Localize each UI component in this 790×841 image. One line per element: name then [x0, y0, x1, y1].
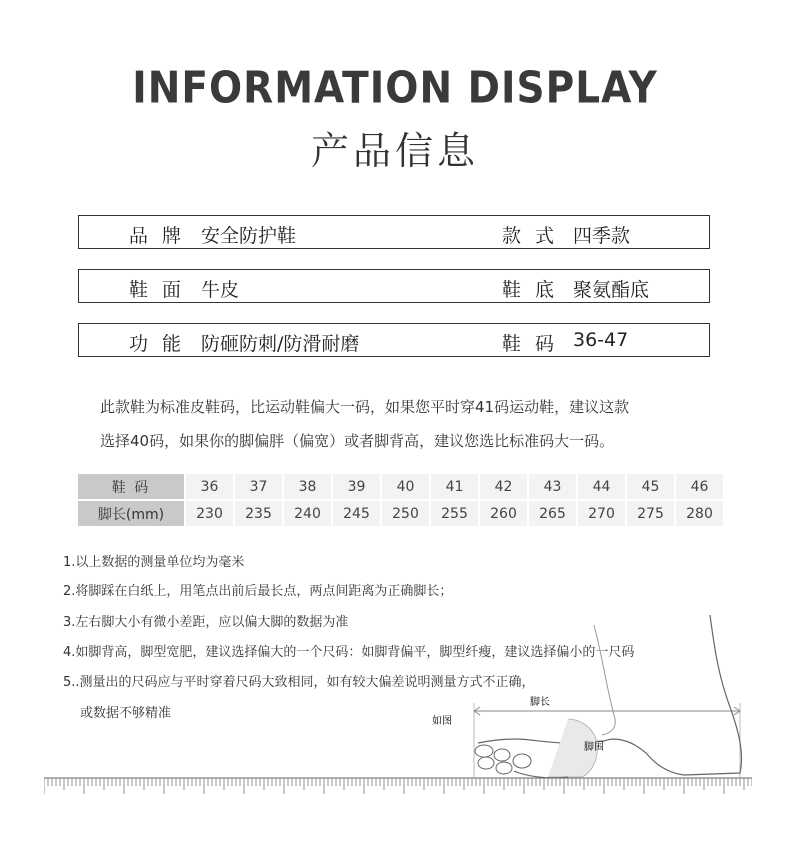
- foot-length-label: 脚长: [530, 697, 550, 708]
- value-style: 四季款: [573, 225, 631, 247]
- size-cell: 36: [186, 474, 235, 499]
- length-cell: 240: [284, 501, 333, 526]
- length-cell: 260: [480, 501, 529, 526]
- size-row: [78, 474, 725, 499]
- note-5-continued: 或数据不够精准: [80, 706, 172, 721]
- size-table: [78, 472, 725, 528]
- size-row-label: 鞋 码: [78, 474, 186, 499]
- length-cell: 245: [333, 501, 382, 526]
- label-size: 鞋码: [502, 333, 569, 355]
- size-cell: 42: [480, 474, 529, 499]
- note-1: 1.以上数据的测量单位均为毫米: [63, 555, 245, 570]
- label-brand: 品牌: [129, 225, 196, 247]
- value-brand: 安全防护鞋: [201, 225, 297, 247]
- length-cell: 235: [235, 501, 284, 526]
- title-english: INFORMATION DISPLAY: [132, 63, 658, 114]
- title-chinese: 产品信息: [310, 129, 479, 173]
- length-cell: 270: [578, 501, 627, 526]
- size-cell: 43: [529, 474, 578, 499]
- label-sole: 鞋底: [502, 279, 569, 301]
- length-cell: 250: [382, 501, 431, 526]
- length-cell: 275: [627, 501, 676, 526]
- length-cell: 230: [186, 501, 235, 526]
- length-cell: 255: [431, 501, 480, 526]
- value-upper: 牛皮: [201, 279, 240, 301]
- info-row-function: [78, 323, 710, 357]
- size-cell: 44: [578, 474, 627, 499]
- description-line-1: 此款鞋为标准皮鞋码，比运动鞋偏大一码，如果您平时穿41码运动鞋，建议这款: [100, 398, 630, 416]
- info-row-brand: [78, 215, 710, 249]
- note-5: 5..测量出的尺码应与平时穿着尺码大致相同，如有较大偏差说明测量方式不正确，: [63, 675, 535, 690]
- description-line-2: 选择40码，如果你的脚偏胖（偏宽）或者脚背高，建议您选比标准码大一码。: [100, 432, 615, 450]
- value-function: 防砸防刺/防滑耐磨: [201, 333, 360, 355]
- label-function: 功能: [129, 333, 196, 355]
- size-cell: 40: [382, 474, 431, 499]
- as-shown-label: 如图: [432, 716, 452, 727]
- length-row-label: 脚长(mm): [78, 501, 186, 526]
- size-cell: 41: [431, 474, 480, 499]
- size-cell: 38: [284, 474, 333, 499]
- info-row-upper: [78, 269, 710, 303]
- size-cell: 45: [627, 474, 676, 499]
- value-sole: 聚氨酯底: [573, 279, 650, 301]
- size-cell: 39: [333, 474, 382, 499]
- note-3: 3.左右脚大小有微小差距，应以偏大脚的数据为准: [63, 615, 349, 630]
- note-2: 2.将脚踩在白纸上，用笔点出前后最长点，两点间距离为正确脚长；: [63, 584, 453, 599]
- length-cell: 280: [676, 501, 725, 526]
- length-cell: 265: [529, 501, 578, 526]
- size-cell: 37: [235, 474, 284, 499]
- size-cell: 46: [676, 474, 725, 499]
- length-row: [78, 501, 725, 526]
- measuring-ruler: [44, 776, 752, 796]
- label-upper: 鞋面: [129, 279, 196, 301]
- label-style: 款式: [502, 225, 569, 247]
- note-4: 4.如脚背高，脚型宽肥，建议选择偏大的一个尺码：如脚背偏平，脚型纤瘦，建议选择偏小的一尺码: [63, 645, 635, 660]
- foot-measure-illustration: [418, 615, 758, 785]
- foot-girth-label: 脚围: [584, 742, 604, 753]
- value-size: 36-47: [573, 329, 629, 351]
